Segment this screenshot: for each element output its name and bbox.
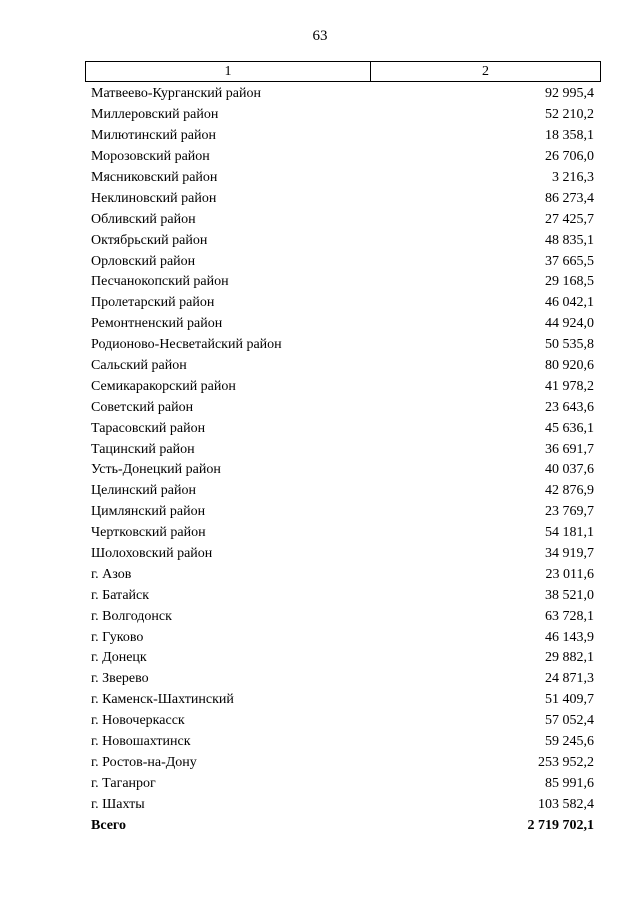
table-row (85, 711, 601, 732)
table-row (85, 627, 601, 648)
row-name: г. Каменск-Шахтинский (91, 692, 234, 708)
total-value: 2 719 702,1 (527, 817, 594, 833)
row-name: г. Таганрог (91, 775, 156, 791)
row-value: 37 665,5 (545, 253, 594, 269)
table-row (85, 502, 601, 523)
table-row (85, 314, 601, 335)
row-name: Тацинский район (91, 441, 195, 457)
row-value: 40 037,6 (545, 462, 594, 478)
table-row (85, 147, 601, 168)
row-value: 44 924,0 (545, 316, 594, 332)
row-value: 46 143,9 (545, 629, 594, 645)
table-row (85, 209, 601, 230)
table-row (85, 460, 601, 481)
row-value: 85 991,6 (545, 775, 594, 791)
row-value: 48 835,1 (545, 232, 594, 248)
table-row (85, 376, 601, 397)
row-value: 3 216,3 (552, 170, 594, 185)
row-name: Миллеровский район (91, 107, 219, 123)
row-value: 29 882,1 (545, 650, 594, 666)
row-value: 103 582,4 (538, 796, 594, 812)
row-value: 23 643,6 (545, 399, 594, 415)
table-row (85, 669, 601, 690)
table-row (85, 773, 601, 794)
row-name: г. Ростов-на-Дону (91, 754, 197, 770)
page-number: 63 (312, 28, 328, 44)
table-row (85, 188, 601, 209)
row-value: 27 425,7 (545, 211, 594, 227)
row-value: 52 210,2 (545, 107, 594, 123)
row-value: 253 952,2 (538, 754, 594, 770)
row-name: г. Новочеркасск (91, 713, 185, 729)
row-name: Ремонтненский район (91, 316, 223, 332)
table-row (85, 585, 601, 606)
row-value: 45 636,1 (545, 420, 594, 436)
row-value: 36 691,7 (545, 441, 594, 457)
total-row (85, 815, 601, 836)
table-row (85, 126, 601, 147)
table-row (85, 105, 601, 126)
row-name: Тарасовский район (91, 420, 206, 436)
row-value: 26 706,0 (545, 149, 594, 165)
table-row (85, 606, 601, 627)
row-value: 42 876,9 (545, 483, 594, 499)
table-row (85, 648, 601, 669)
row-value: 50 535,8 (545, 337, 594, 353)
row-value: 57 052,4 (545, 713, 594, 729)
row-value: 51 409,7 (545, 692, 594, 708)
row-name: Сальский район (91, 358, 187, 374)
table-row (85, 753, 601, 774)
row-name: Морозовский район (91, 149, 210, 165)
table-row (85, 690, 601, 711)
row-name: г. Волгодонск (91, 608, 172, 624)
row-name: Чертковский район (91, 525, 206, 541)
column-header-2: 2 (482, 64, 489, 79)
row-name: г. Шахты (91, 796, 145, 812)
row-name: Орловский район (91, 253, 196, 269)
row-value: 38 521,0 (545, 587, 594, 603)
row-value: 54 181,1 (545, 525, 594, 541)
table-row (85, 481, 601, 502)
row-value: 29 168,5 (545, 274, 594, 290)
row-name: Песчанокопский район (91, 274, 229, 290)
row-name: Советский район (91, 399, 194, 415)
row-value: 23 011,6 (545, 566, 594, 582)
row-value: 34 919,7 (545, 546, 594, 562)
row-name: Усть-Донецкий район (91, 462, 221, 478)
table-row (85, 397, 601, 418)
row-name: Целинский район (91, 483, 196, 499)
table-row (85, 272, 601, 293)
table-row (85, 794, 601, 815)
row-name: г. Гуково (91, 629, 144, 645)
total-label: Всего (91, 817, 126, 833)
table-row (85, 168, 601, 189)
row-value: 92 995,4 (545, 86, 594, 102)
row-name: Октябрьский район (91, 232, 208, 248)
row-name: Цимлянский район (91, 504, 206, 520)
row-name: г. Азов (91, 566, 132, 582)
row-name: г. Донецк (91, 650, 147, 666)
row-value: 59 245,6 (545, 734, 594, 750)
row-name: г. Батайск (91, 587, 150, 603)
row-value: 23 769,7 (545, 504, 594, 520)
table-row (85, 564, 601, 585)
row-value: 80 920,6 (545, 358, 594, 374)
table-row (85, 293, 601, 314)
row-name: Обливский район (91, 211, 196, 227)
table-row (85, 439, 601, 460)
column-header-1: 1 (86, 62, 371, 81)
row-value: 41 978,2 (545, 378, 594, 394)
row-name: г. Зверево (91, 671, 149, 687)
table-row (85, 523, 601, 544)
row-name: Мясниковский район (91, 170, 218, 185)
row-name: Матвеево-Курганский район (91, 86, 261, 102)
table-row (85, 251, 601, 272)
table-row (85, 84, 601, 105)
row-value: 63 728,1 (545, 608, 594, 624)
row-value: 18 358,1 (545, 128, 594, 144)
row-value: 46 042,1 (545, 295, 594, 311)
row-value: 24 871,3 (545, 671, 594, 687)
row-name: Семикаракорский район (91, 378, 236, 394)
row-value: 86 273,4 (545, 190, 594, 206)
table-row (85, 544, 601, 565)
row-name: Пролетарский район (91, 295, 215, 311)
row-name: Шолоховский район (91, 546, 213, 562)
table-row (85, 230, 601, 251)
table-row (85, 335, 601, 356)
table-row (85, 418, 601, 439)
row-name: Милютинский район (91, 128, 217, 144)
table-header (85, 61, 601, 82)
row-name: Родионово-Несветайский район (91, 337, 282, 353)
table-body (85, 84, 601, 836)
row-name: Неклиновский район (91, 190, 217, 206)
table-row (85, 356, 601, 377)
row-name: г. Новошахтинск (91, 734, 191, 750)
table-row (85, 732, 601, 753)
